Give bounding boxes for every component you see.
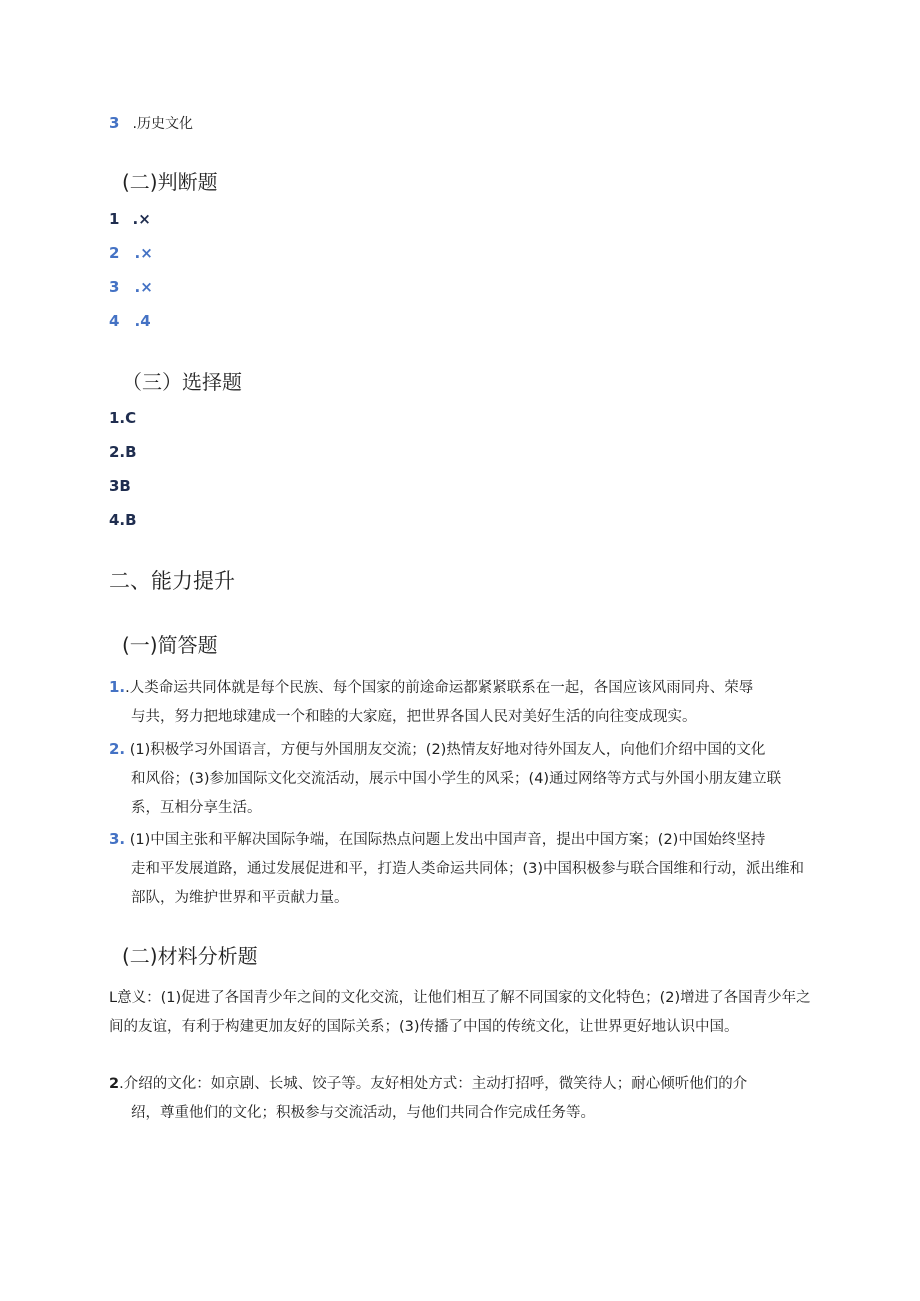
item-number: 1. — [109, 678, 126, 696]
judge-item — [109, 209, 151, 228]
item-number: 2 — [109, 244, 120, 262]
item-text-rest: 与共，努力把地球建成一个和睦的大家庭，把世界各国人民对美好生活的向往变成现实。 — [131, 709, 697, 725]
choice-item: 2.B — [109, 443, 137, 461]
item-text: .× — [132, 210, 151, 228]
item-number: 2. — [109, 740, 126, 758]
judge-heading: (二)判断题 — [122, 170, 218, 194]
material-paragraph-2 — [109, 1070, 809, 1128]
item-text: .历史文化 — [132, 116, 193, 132]
item-number: 3 — [109, 114, 120, 132]
material-heading: (二)材料分析题 — [122, 944, 258, 968]
section-heading: 二、能力提升 — [109, 569, 235, 593]
item-number: 3. — [109, 830, 126, 848]
list-item — [109, 113, 193, 133]
item-text-line1: (1)中国主张和平解决国际争端，在国际热点问题上发出中国声音，提出中国方案；(2)中国始终坚持 — [129, 832, 766, 848]
short-answer-item — [109, 735, 809, 823]
short-answer-item — [109, 825, 809, 913]
short-answer-item — [109, 673, 809, 732]
item-text-rest: 绍，尊重他们的文化；积极参与交流活动，与他们共同合作完成任务等。 — [131, 1105, 595, 1121]
short-answer-heading: (一)简答题 — [122, 633, 218, 657]
item-text: .× — [134, 244, 153, 262]
item-text-rest: 和风俗；(3)参加国际文化交流活动，展示中国小学生的风采；(4)通过网络等方式与外国小朋友建立联系，互相分享生活。 — [131, 771, 782, 816]
item-number: 3 — [109, 278, 120, 296]
item-number: 2 — [109, 1076, 120, 1092]
item-text-line1: .介绍的文化：如京剧、长城、饺子等。友好相处方式：主动打招呼，微笑待人；耐心倾听他们的介 — [119, 1076, 748, 1092]
item-number: 1 — [109, 210, 120, 228]
item-number: 4 — [109, 312, 120, 330]
item-text: .× — [134, 278, 153, 296]
judge-item — [109, 277, 153, 296]
material-paragraph-1: L意义：(1)促进了各国青少年之间的文化交流，让他们相互了解不同国家的文化特色；(2)增进了各国青少年之间的友谊，有利于构建更加友好的国际关系；(3)传播了中国的传统文化，让世界更好地认识中国。 — [109, 990, 811, 1035]
item-text: .4 — [134, 312, 151, 330]
item-text-line1: .人类命运共同体就是每个民族、每个国家的前途命运都紧紧联系在一起，各国应该风雨同舟、荣辱 — [125, 680, 754, 696]
choice-item: 3B — [109, 477, 131, 495]
item-text-rest: 走和平发展道路，通过发展促进和平，打造人类命运共同体；(3)中国积极参与联合国维和行动，派出维和部队，为维护世界和平贡献力量。 — [131, 861, 805, 906]
judge-item — [109, 311, 151, 330]
judge-item — [109, 243, 153, 262]
choice-item: 4.B — [109, 511, 137, 529]
choice-item: 1.C — [109, 409, 137, 427]
choice-heading: （三）选择题 — [122, 370, 242, 394]
item-text-line1: (1)积极学习外国语言，方便与外国朋友交流；(2)热情友好地对待外国友人，向他们介绍中国的文化 — [129, 742, 766, 758]
